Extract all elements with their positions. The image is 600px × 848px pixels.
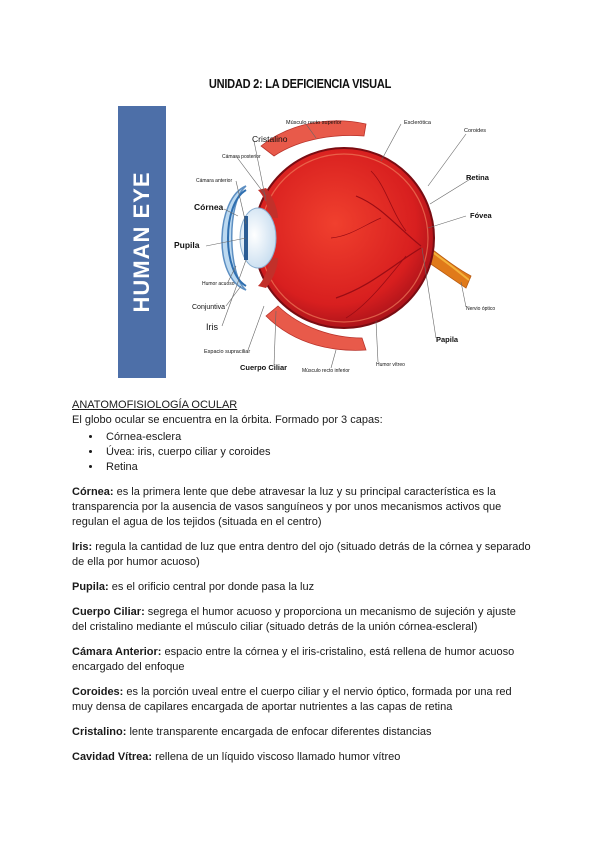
definition-term: Iris:	[72, 541, 93, 553]
label-nervio-optico: Nervio óptico	[466, 306, 496, 312]
definition-term: Córnea:	[72, 486, 114, 498]
definition-camara-anterior	[72, 645, 532, 675]
definition-text: espacio entre la córnea y el iris-cristalino, está rellena de humor acuoso encargado del enfoque	[72, 646, 515, 673]
definition-text: es la porción uveal entre el cuerpo ciliar y el nervio óptico, formada por una red muy densa de capilares encargada de aportar nutrientes a las capas de retina	[72, 686, 512, 713]
label-camara-posterior: Cámara posterior	[222, 154, 261, 160]
label-fovea: Fóvea	[470, 211, 492, 220]
definition-cristalino	[72, 725, 532, 740]
label-humor-acuoso: Humor acuoso	[202, 281, 235, 287]
list-item: • Retina	[102, 460, 532, 475]
label-espacio-supraciliar: Espacio supraciliar	[204, 349, 251, 355]
definition-term: Cámara Anterior:	[72, 646, 162, 658]
label-cuerpo-ciliar: Cuerpo Ciliar	[240, 363, 288, 372]
intro-text: El globo ocular se encuentra en la órbita. Formado por 3 capas:	[72, 414, 383, 426]
definition-cornea	[72, 485, 532, 530]
definition-text: lente transparente encargada de enfocar diferentes distancias	[126, 726, 432, 738]
label-pupila-left: Pupila	[174, 240, 200, 250]
document-title: UNIDAD 2: LA DEFICIENCIA VISUAL	[208, 76, 392, 91]
label-conjuntiva: Conjuntiva	[192, 304, 226, 311]
label-retina: Retina	[466, 173, 489, 182]
definition-cuerpo-ciliar	[72, 605, 532, 635]
layers-list	[72, 430, 532, 475]
eye-diagram	[166, 106, 506, 378]
definition-text: regula la cantidad de luz que entra dentro del ojo (situado detrás de la córnea y separado de ella por humor acuoso)	[72, 541, 531, 568]
document-body	[72, 398, 532, 765]
definition-term: Cristalino:	[72, 726, 127, 738]
label-iris: Iris	[206, 322, 218, 332]
banner-text: HUMAN EYE	[129, 171, 154, 313]
definition-coroides	[72, 685, 532, 715]
definition-pupila	[72, 580, 532, 595]
definition-text: rellena de un líquido viscoso llamado humor vítreo	[152, 751, 401, 763]
definition-iris	[72, 540, 532, 570]
section-title: ANATOMOFISIOLOGÍA OCULAR	[72, 399, 238, 411]
definition-cavidad-vitrea	[72, 750, 532, 765]
label-cristalino: Cristalino	[252, 134, 288, 144]
definition-term: Pupila:	[72, 581, 109, 593]
label-humor-vitreo: Humor vítreo	[376, 362, 405, 368]
definition-term: Cavidad Vítrea:	[72, 751, 153, 763]
label-papila: Papila	[436, 335, 459, 344]
definition-text: es el orificio central por donde pasa la luz	[108, 581, 315, 593]
label-esclerotica: Esclerótica	[404, 120, 431, 126]
definition-term: Cuerpo Ciliar:	[72, 606, 145, 618]
definition-term: Coroides:	[72, 686, 124, 698]
label-cornea: Córnea	[194, 202, 224, 212]
list-item: • Córnea-esclera	[102, 430, 532, 445]
label-musculo-recto-inferior: Músculo recto inferior	[302, 368, 350, 374]
eyeball	[254, 148, 434, 328]
definition-text: segrega el humor acuoso y proporciona un mecanismo de sujeción y ajuste del cristalino mediante el músculo ciliar (situado detrás de la unión córnea-escleral)	[72, 606, 516, 633]
label-camara-anterior: Cámara anterior	[196, 178, 233, 184]
label-musculo-recto-superior: Músculo recto superior	[286, 120, 342, 126]
definition-text: es la primera lente que debe atravesar la luz y su principal característica es la transparencia por la ausencia de vasos sanguíneos y por unos mecanismos activos que regulan el agua de los tejidos (situada en el centro)	[72, 486, 502, 528]
human-eye-banner	[118, 106, 166, 378]
list-item: • Úvea: iris, cuerpo ciliar y coroides	[102, 445, 532, 460]
label-coroides: Coroides	[464, 128, 487, 134]
